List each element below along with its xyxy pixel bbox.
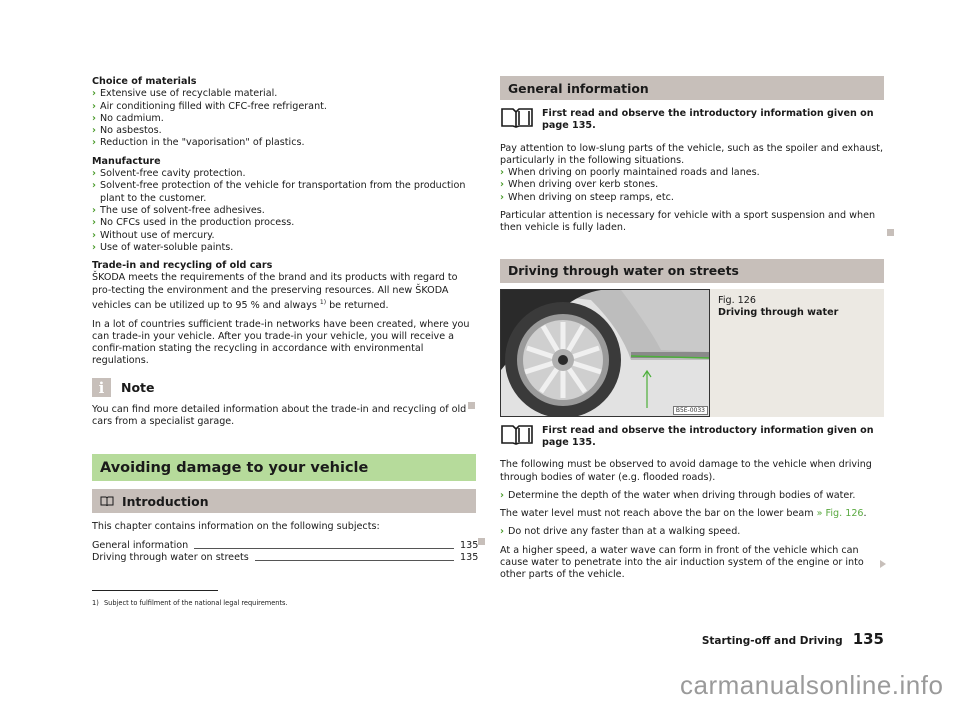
- figure-image-wheel: [500, 289, 710, 417]
- list-item: › No cadmium.: [92, 112, 164, 124]
- note-label: Note: [121, 380, 155, 396]
- figure-126: [500, 289, 884, 417]
- note-header: [92, 378, 476, 398]
- chapter-title: Avoiding damage to your vehicle: [92, 454, 476, 481]
- general-paragraph: Pay attention to low-slung parts of the vehicle, such as the spoiler and exhaust, particularly in the following situations.: [500, 142, 884, 166]
- figure-title: Driving through water: [718, 306, 839, 318]
- list-item: › Reduction in the "vaporisation" of plastics.: [92, 137, 305, 149]
- chevron-right-icon: ›: [92, 112, 96, 124]
- read-first-notice: First read and observe the introductory information given on page 135.: [500, 423, 884, 450]
- list-item: › Use of water-soluble paints.: [92, 241, 234, 253]
- chevron-right-icon: ›: [500, 526, 504, 538]
- list-item: › Solvent-free protection of the vehicle for transportation from the production plant to the customer.: [92, 180, 466, 204]
- materials-heading: Choice of materials: [92, 76, 197, 87]
- manufacture-list: [92, 168, 476, 254]
- chevron-right-icon: ›: [92, 241, 96, 253]
- figure-link[interactable]: » Fig. 126: [816, 508, 864, 520]
- water-paragraph: The following must be observed to avoid damage to the vehicle when driving through bodies of water (e.g. flooded roads).: [500, 459, 872, 483]
- footnote-divider: [92, 590, 218, 591]
- tradein-heading: Trade-in and recycling of old cars: [92, 260, 273, 272]
- section-end-mark: [887, 229, 894, 236]
- note-text: You can find more detailed information about the trade-in and recycling of old cars from a specialist garage.: [92, 403, 467, 428]
- list-item: › The use of solvent-free adhesives.: [92, 204, 265, 216]
- info-icon: i: [92, 378, 111, 397]
- right-column: [500, 76, 884, 582]
- footer-chapter: Starting-off and Driving: [701, 635, 843, 647]
- list-item: › No CFCs used in the production process.: [92, 217, 295, 229]
- list-item: › Air conditioning filled with CFC-free refrigerant.: [92, 100, 327, 112]
- list-item: › Solvent-free cavity protection.: [92, 168, 246, 180]
- footnote-ref[interactable]: 1): [319, 299, 327, 307]
- water-paragraph-3: At a higher speed, a water wave can form in front of the vehicle which can cause water to penetrate into the air induction system of the engine or into other parts of the vehicle.: [500, 544, 864, 581]
- general-paragraph-2: Particular attention is necessary for vehicle with a sport suspension and when then vehicle is fully laden.: [500, 210, 876, 234]
- section-end-mark: [478, 538, 485, 545]
- general-list: [500, 167, 884, 204]
- chevron-right-icon: ›: [92, 88, 96, 100]
- section-heading-driving-through-water: Driving through water on streets: [500, 259, 884, 283]
- list-item: › Extensive use of recyclable material.: [92, 88, 278, 100]
- book-icon: [500, 106, 534, 128]
- page-number: 135: [852, 630, 884, 648]
- chevron-right-icon: ›: [500, 489, 504, 501]
- figure-caption: [710, 289, 884, 417]
- table-of-contents: [92, 539, 479, 565]
- figure-number: Fig. 126: [718, 294, 756, 306]
- tradein-paragraph: ŠKODA meets the requirements of the brand and its products with regard to pro-tecting the environment and the preserving resources. All new ŠKODA vehicles can be utilized up to 95 % and always $^{1)}$ be returned.: [92, 272, 458, 312]
- chevron-right-icon: ›: [92, 125, 96, 137]
- section-heading-introduction: Introduction: [92, 489, 476, 513]
- toc-entry[interactable]: Driving through water on streets 135: [92, 551, 479, 563]
- left-column: [92, 76, 479, 564]
- continued-arrow-icon: [880, 560, 886, 568]
- chevron-right-icon: ›: [92, 217, 96, 229]
- car-wheel-illustration: [501, 290, 709, 416]
- section-end-mark: [468, 402, 475, 409]
- toc-entry[interactable]: General information 135: [92, 539, 479, 551]
- tradein-paragraph-2: In a lot of countries sufficient trade-in networks have been created, where you can trade-in your vehicle. After you trade-in your vehicle, you will receive a confir-mation stating the recycling in accordance with environmental regulations.: [92, 318, 470, 367]
- chevron-right-icon: ›: [500, 167, 504, 179]
- list-item: › No asbestos.: [92, 125, 162, 137]
- chevron-right-icon: ›: [92, 229, 96, 241]
- footnote: 1) Subject to fulfilment of the national legal requirements.: [92, 599, 288, 607]
- figure-code: B5E-0033: [673, 406, 708, 415]
- book-icon: [100, 494, 114, 509]
- chevron-right-icon: ›: [500, 191, 504, 203]
- water-paragraph-2: The water level must not reach above the bar on the lower beam » Fig. 126.: [500, 508, 867, 520]
- materials-list: [92, 88, 476, 149]
- list-item: › When driving on poorly maintained roads and lanes.: [500, 167, 760, 179]
- chevron-right-icon: ›: [92, 204, 96, 216]
- chevron-right-icon: ›: [500, 179, 504, 191]
- book-icon: [500, 423, 534, 445]
- manufacture-heading: Manufacture: [92, 155, 161, 167]
- list-item: › Without use of mercury.: [92, 229, 215, 241]
- watermark: carmanualsonline.info: [680, 670, 944, 700]
- chevron-right-icon: ›: [92, 168, 96, 180]
- read-first-notice: First read and observe the introductory information given on page 135.: [500, 106, 884, 133]
- list-item: › Do not drive any faster than at a walking speed.: [500, 526, 741, 538]
- intro-lead: This chapter contains information on the following subjects:: [92, 521, 380, 533]
- chevron-right-icon: ›: [92, 137, 96, 149]
- list-item: › When driving over kerb stones.: [500, 179, 659, 191]
- chevron-right-icon: ›: [92, 180, 96, 192]
- section-heading-general-information: General information: [500, 76, 884, 100]
- page-footer: [500, 630, 884, 648]
- list-item: › When driving on steep ramps, etc.: [500, 191, 674, 203]
- list-item: › Determine the depth of the water when driving through bodies of water.: [500, 489, 856, 501]
- chevron-right-icon: ›: [92, 100, 96, 112]
